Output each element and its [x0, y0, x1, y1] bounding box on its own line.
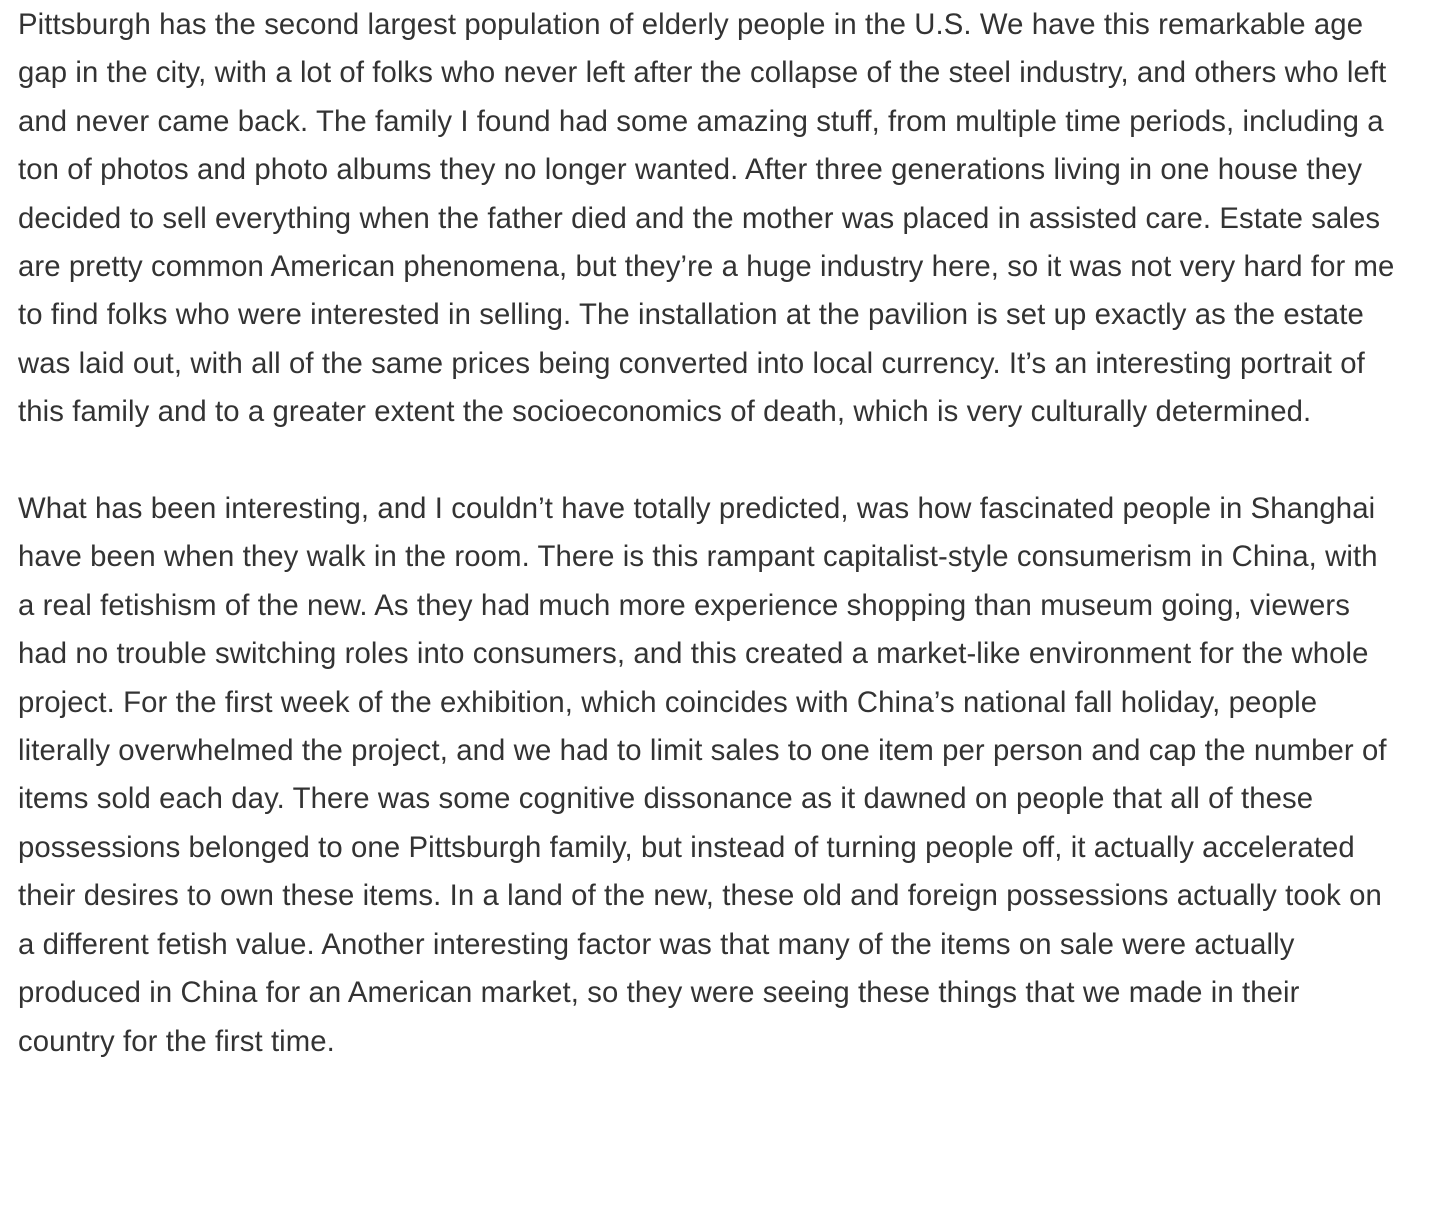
- paragraph-shanghai-reaction: What has been interesting, and I couldn’t have totally predicted, was how fascinated people in Shanghai have been when they walk in the room. There is this rampant capitalist-style consumerism in China, with a real fetishism of the new. As they had much more experience shopping than museum going, viewers had no trouble switching roles into consumers, and this created a market-like environment for the whole project. For the first week of the exhibition, which coincides with China’s national fall holiday, people literally overwhelmed the project, and we had to limit sales to one item per person and cap the number of items sold each day. There was some cognitive dissonance as it dawned on people that all of these possessions belonged to one Pittsburgh family, but instead of turning people off, it actually accelerated their desires to own these items. In a land of the new, these old and foreign possessions actually took on a different fetish value. Another interesting factor was that many of the items on sale were actually produced in China for an American market, so they were seeing these things that we made in their country for the first time.: [18, 492, 1387, 1058]
- paragraph-estate-sale: Pittsburgh has the second largest population of elderly people in the U.S. We have this remarkable age gap in the city, with a lot of folks who never left after the collapse of the steel industry, and others who left and never came back. The family I found had some amazing stuff, from multiple time periods, including a ton of photos and photo albums they no longer wanted. After three generations living in one house they decided to sell everything when the father died and the mother was placed in assisted care. Estate sales are pretty common American phenomena, but they’re a huge industry here, so it was not very hard for me to find folks who were interested in selling. The installation at the pavilion is set up exactly as the estate was laid out, with all of the same prices being converted into local currency. It’s an interesting portrait of this family and to a greater extent the socioeconomics of death, which is very culturally determined.: [18, 8, 1395, 429]
